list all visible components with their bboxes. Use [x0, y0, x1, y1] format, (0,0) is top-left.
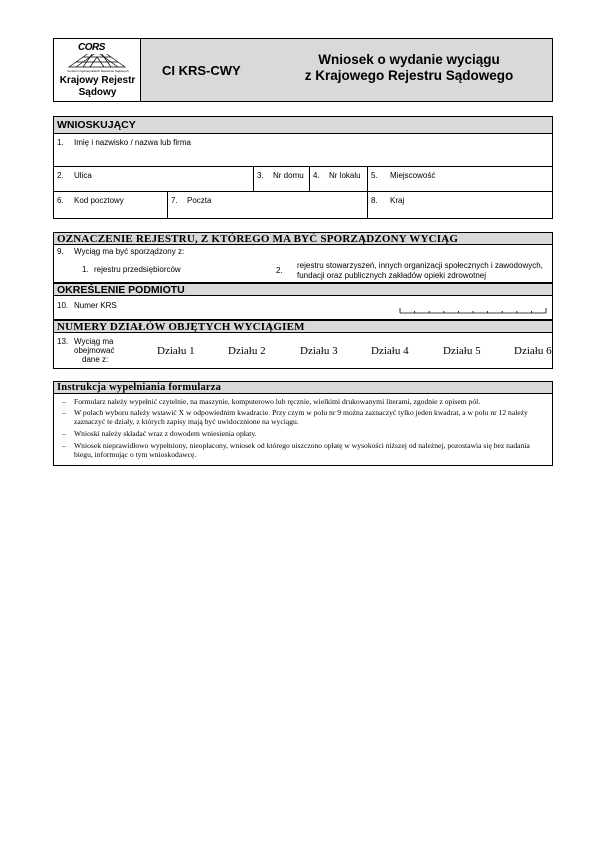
- bullet-icon: –: [62, 397, 66, 406]
- field-label-line2: obejmować: [74, 346, 115, 355]
- instruction-item-3: Wnioski należy składać wraz z dowodem wniesienia opłaty.: [74, 429, 257, 438]
- postal-row: [54, 192, 552, 218]
- field-apartment[interactable]: [309, 167, 367, 191]
- register-heading: OZNACZENIE REJESTRU, Z KTÓREGO MA BYĆ SPORZĄDZONY WYCIĄG: [53, 232, 553, 245]
- section-option-4[interactable]: Działu 4: [371, 345, 409, 357]
- applicant-section: [53, 134, 553, 219]
- field-city[interactable]: [367, 167, 552, 191]
- field-label: Poczta: [187, 196, 212, 205]
- field-num: 9.: [57, 247, 64, 256]
- field-label-line1: Wyciąg ma: [74, 337, 114, 346]
- logo-subtext: Centrum Ogólnopolskich Rejestrów Sądowych: [67, 69, 129, 73]
- field-label: Nr lokalu: [329, 171, 361, 180]
- instructions-heading: Instrukcja wypełniania formularza: [53, 381, 553, 394]
- field-country[interactable]: [367, 192, 552, 218]
- field-num: 13.: [57, 337, 69, 346]
- field-label: Nr domu: [273, 171, 304, 180]
- section-option-3[interactable]: Działu 3: [300, 345, 338, 357]
- field-house-number[interactable]: [253, 167, 309, 191]
- register-name-line1: Krajowy Rejestr: [59, 75, 136, 86]
- option-num: 2.: [276, 266, 283, 275]
- instruction-item-4: Wniosek nieprawidłowo wypełniony, nieopłacony, wniosek od którego uiszczono opłatę w wysokości niższej od należnej, pozostawia się bez nadania biegu, informując o tym wnioskodawcę.: [74, 441, 530, 460]
- form-title-line2: z Krajowego Rejestru Sądowego: [304, 68, 514, 83]
- bullet-icon: –: [62, 441, 66, 450]
- section-option-5[interactable]: Działu 5: [443, 345, 481, 357]
- field-label: Kraj: [390, 196, 405, 205]
- section-option-6[interactable]: Działu 6: [514, 345, 552, 357]
- register-section: [53, 245, 553, 283]
- register-name: [54, 75, 141, 99]
- option-label: rejestru przedsiębiorców: [94, 265, 181, 274]
- logo-box: [54, 39, 141, 101]
- sections-section: [53, 333, 553, 369]
- address-row: [54, 167, 552, 192]
- entity-heading: OKREŚLENIE PODMIOTU: [53, 283, 553, 296]
- field-label-line3: dane z:: [82, 355, 109, 364]
- form-title-line1: Wniosek o wydanie wyciągu: [318, 52, 500, 67]
- instructions-section: [53, 394, 553, 466]
- field-num: 4.: [313, 171, 320, 180]
- field-label: Ulica: [74, 171, 92, 180]
- logo-text: CORS: [78, 42, 105, 53]
- krs-number-comb[interactable]: [398, 305, 548, 315]
- register-name-line2: Sądowy: [78, 87, 117, 98]
- option-label-line1: rejestru stowarzyszeń, innych organizacji społecznych i zawodowych,: [297, 261, 543, 270]
- field-num: 7.: [171, 196, 178, 205]
- option-business-register[interactable]: [82, 263, 252, 277]
- option-label-line2: fundacji oraz publicznych zakładów opieki zdrowotnej: [297, 271, 486, 280]
- field-label: [74, 337, 114, 364]
- option-associations-register[interactable]: [276, 260, 552, 282]
- field-num: 1.: [57, 138, 64, 147]
- field-label: Miejscowość: [390, 171, 436, 180]
- field-postal-code[interactable]: [54, 192, 167, 218]
- field-label: Imię i nazwisko / nazwa lub firma: [74, 138, 191, 147]
- form-header: [53, 38, 553, 102]
- field-label: Kod pocztowy: [74, 196, 124, 205]
- field-num: 6.: [57, 196, 64, 205]
- field-num: 2.: [57, 171, 64, 180]
- form-code: CI KRS-CWY: [162, 63, 241, 78]
- field-post-office[interactable]: [167, 192, 367, 218]
- field-name[interactable]: [54, 134, 552, 167]
- entity-section: [53, 296, 553, 320]
- field-num: 3.: [257, 171, 264, 180]
- section-option-2[interactable]: Działu 2: [228, 345, 266, 357]
- form-title: [274, 52, 544, 84]
- applicant-heading: WNIOSKUJĄCY: [53, 116, 553, 134]
- sections-heading: NUMERY DZIAŁÓW OBJĘTYCH WYCIĄGIEM: [53, 320, 553, 333]
- field-label: Wyciąg ma być sporządzony z:: [74, 247, 185, 256]
- field-num: 10.: [57, 301, 69, 310]
- field-num: 5.: [371, 171, 378, 180]
- field-label: Numer KRS: [74, 301, 117, 310]
- option-num: 1.: [82, 265, 89, 274]
- instruction-item-1: Formularz należy wypełnić czytelnie, na maszynie, komputerowo lub ręcznie, wielkimi drukowanymi literami, zgodnie z opisem pól.: [74, 397, 481, 406]
- field-street[interactable]: [54, 167, 253, 191]
- field-num: 8.: [371, 196, 378, 205]
- bullet-icon: –: [62, 408, 66, 417]
- instruction-item-2: W polach wyboru należy wstawić X w odpowiednim kwadracie. Przy czym w polu nr 9 można zaznaczyć tylko jeden kwadrat, a w polu nr 12 należy zaznaczyć te działy, z których zapisy mają być uwidocznione na wyciągu.: [74, 408, 528, 427]
- bullet-icon: –: [62, 429, 66, 438]
- section-option-1[interactable]: Działu 1: [157, 345, 195, 357]
